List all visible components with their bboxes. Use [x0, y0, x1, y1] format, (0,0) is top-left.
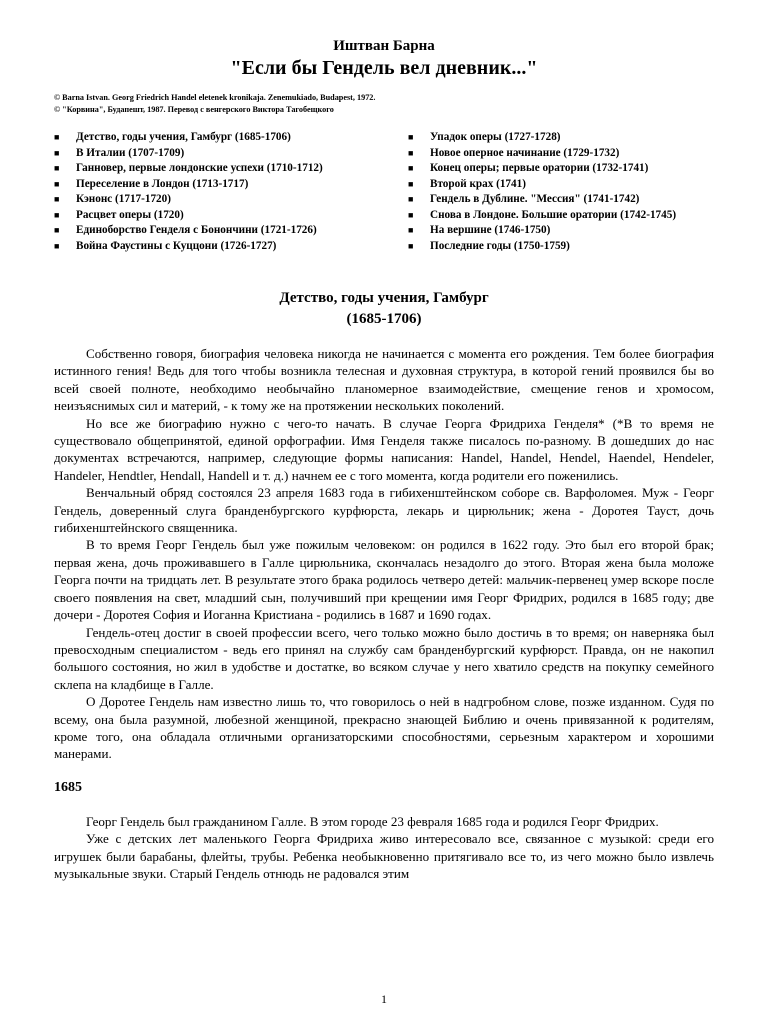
toc-item[interactable]: ■ Единоборство Генделя с Бонончини (1721-1726) [54, 223, 408, 239]
toc-item[interactable]: ■ Новое оперное начинание (1729-1732) [408, 146, 676, 162]
year-heading: 1685 [54, 779, 82, 795]
bullet-icon: ■ [408, 132, 414, 142]
copyright-line: © "Корвина", Будапешт, 1987. Перевод с венгерского Виктора Тагобещкого [54, 105, 334, 114]
body-paragraph: В то время Георг Гендель был уже пожилым человеком: он родился в 1622 году. Это был его второй брак; первая жена, дочь проживавшего в Галле цирюльника, скончалась незадолго до этого. Вторая жена была моложе Георга почти на тридцать лет. В результате этого брака родилось четверо детей: мальчик-первенец умер вскоре после своего появления на свет, младший сын, получивший при крещении имя Георг Фридрих, родился в 1685 году; две дочери - Доротея София и Иоганна Кристиана - родились в 1687 и 1690 годах. [54, 537, 714, 623]
body-paragraph: Уже с детских лет маленького Георга Фридриха живо интересовало все, связанное с музыкой: среди его игрушек были барабаны, флейты, трубы. Ребенка необыкновенно притягивало все то, из чего можно было извлечь музыкальные звуки. Старый Гендель отнюдь не радовался этим [54, 831, 714, 881]
toc-item[interactable]: ■ Детство, годы учения, Гамбург (1685-1706) [54, 130, 408, 146]
bullet-icon: ■ [54, 225, 60, 235]
copyright-line: © Barna Istvan. Georg Friedrich Handel eletenek kronikaja. Zenemukiado, Budapest, 1972. [54, 93, 376, 102]
body-paragraph: О Доротее Гендель нам известно лишь то, что говорилось о ней в надгробном слове, позже изданном. Судя по всему, она была разумной, любезной женщиной, прекрасно знающей Библию и очень привязанной к родителям, кроме того, она обладала отличными организаторскими способностями, серьезным характером и хорошими манерами. [54, 694, 714, 762]
book-title: "Если бы Гендель вел дневник..." [230, 57, 538, 79]
bullet-icon: ■ [408, 225, 414, 235]
bullet-icon: ■ [54, 194, 60, 204]
bullet-icon: ■ [54, 178, 60, 189]
bullet-icon: ■ [54, 132, 60, 142]
document-page [54, 36, 714, 882]
bullet-icon: ■ [408, 240, 414, 251]
bullet-icon: ■ [408, 163, 414, 173]
table-of-contents [54, 130, 714, 254]
author-name: Иштван Барна [333, 38, 435, 54]
bullet-icon: ■ [54, 209, 60, 220]
toc-item[interactable]: ■ Снова в Лондоне. Большие оратории (1742-1745) [408, 208, 676, 224]
toc-item[interactable]: ■ Переселение в Лондон (1713-1717) [54, 177, 408, 193]
toc-item[interactable]: ■ Второй крах (1741) [408, 177, 676, 193]
bullet-icon: ■ [408, 147, 414, 158]
toc-right-column [408, 130, 676, 254]
bullet-icon: ■ [54, 240, 60, 251]
toc-item[interactable]: ■ Последние годы (1750-1759) [408, 239, 676, 255]
toc-item[interactable]: ■ На вершине (1746-1750) [408, 223, 676, 239]
body-paragraph: Гендель-отец достиг в своей профессии всего, чего только можно было достичь в то время; он наверняка был превосходным специалистом - ведь его принял на службу сам бранденбургский курфюрст. Правда, он не накопил большого состояния, но жил в удобстве и достатке, во всяком случае у него хватило средств на покупку семейного склепа на кладбище в Галле. [54, 624, 714, 692]
body-paragraph: Собственно говоря, биография человека никогда не начинается с момента его рождения. Тем более биография истинного гения! Ведь для того чтобы возникла телесная и духовная структура, в которой гений проявился бы во всей своей полноте, необходимо необычайно планомерное взаимодействие, смещение генов и хромосом, неизъяснимых сил и материй, - к тому же на протяжении нескольких поколений. [54, 346, 714, 414]
body-paragraph: Но все же биографию нужно с чего-то начать. В случае Георга Фридриха Генделя* (*В то время не существовало общепринятой, единой орфографии. Имя Генделя также писалось по-разному. В дошедших до нас документах встречаются, например, следующие формы написания: Handel, Handel, Hendel, Haendel, Hendeler, Handeler, Hendtler, Hendall, Handell и т. д.) начнем ее с того момента, когда родители его поженились. [54, 415, 714, 483]
toc-item[interactable]: ■ Упадок оперы (1727-1728) [408, 130, 676, 146]
bullet-icon: ■ [408, 209, 414, 220]
toc-item[interactable]: ■ Война Фаустины с Куццони (1726-1727) [54, 239, 408, 255]
toc-item[interactable]: ■ В Италии (1707-1709) [54, 146, 408, 162]
bullet-icon: ■ [408, 194, 414, 204]
toc-item[interactable]: ■ Расцвет оперы (1720) [54, 208, 408, 224]
toc-item[interactable]: ■ Конец оперы; первые оратории (1732-1741) [408, 161, 676, 177]
bullet-icon: ■ [408, 178, 414, 189]
page-number: 1 [381, 992, 387, 1006]
body-paragraph: Георг Гендель был гражданином Галле. В этом городе 23 февраля 1685 года и родился Георг Фридрих. [86, 813, 659, 829]
section-years: (1685-1706) [346, 311, 422, 327]
section-heading [54, 288, 714, 330]
body-paragraph: Венчальный обряд состоялся 23 апреля 1683 года в гибихенштейнском соборе св. Варфоломея. Муж - Георг Гендель, доверенный слуга бранденбургского курфюрста, лекарь и цирюльник; жена - Доротея Тауст, дочь гибихенштейнского священника. [54, 485, 714, 536]
toc-left-column [54, 130, 408, 254]
toc-item[interactable]: ■ Гендель в Дублине. "Мессия" (1741-1742) [408, 192, 676, 208]
toc-item[interactable]: ■ Ганновер, первые лондонские успехи (1710-1712) [54, 161, 408, 177]
bullet-icon: ■ [54, 147, 60, 158]
section-title: Детство, годы учения, Гамбург [279, 290, 489, 306]
toc-item[interactable]: ■ Кэнонс (1717-1720) [54, 192, 408, 208]
bullet-icon: ■ [54, 163, 60, 173]
